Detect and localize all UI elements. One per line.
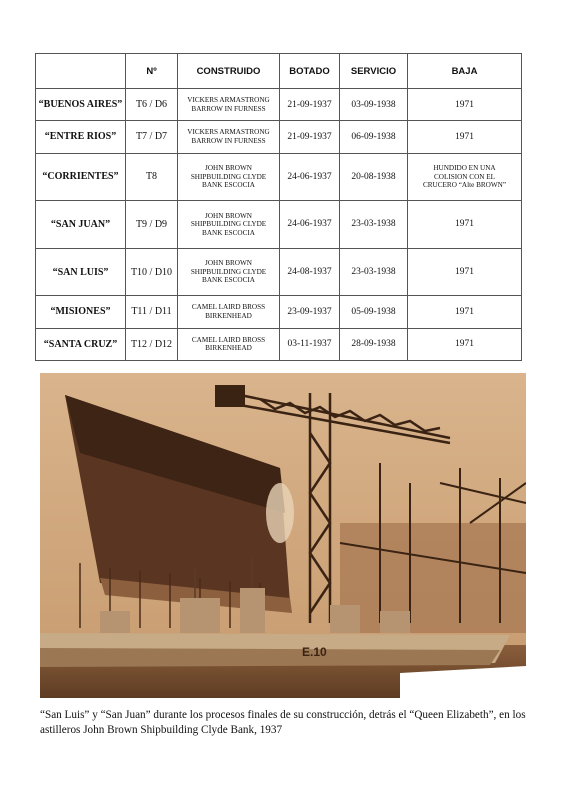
decommission-cell [408, 121, 522, 153]
shipyard-cell-line: BIRKENHEAD [205, 311, 252, 320]
service-date: 23-03-1938 [340, 248, 408, 296]
shipyard-cell-line: BARROW IN FURNESS [191, 104, 266, 113]
ship-number: T9 / D9 [126, 201, 178, 249]
shipyard-cell [178, 201, 280, 249]
table-body [36, 89, 522, 361]
table-row [36, 89, 522, 121]
shipyard-cell-line: BARROW IN FURNESS [191, 136, 266, 145]
ship-number: T12 / D12 [126, 328, 178, 360]
table-row [36, 201, 522, 249]
shipyard-cell-line: JOHN BROWN [205, 211, 252, 220]
header-cell: SERVICIO [340, 54, 408, 89]
service-date: 05-09-1938 [340, 296, 408, 328]
shipyard-cell [178, 248, 280, 296]
shipyard-cell-line: VICKERS ARMASTRONG [187, 128, 270, 137]
shipyard-cell-line: SHIPBUILDING CLYDE [190, 220, 267, 229]
service-date: 06-09-1938 [340, 121, 408, 153]
shipyard-cell-line: BANK ESCOCIA [202, 181, 255, 190]
ship-name: “ENTRE RIOS” [36, 121, 126, 153]
shipyard-cell-line: VICKERS ARMASTRONG [187, 96, 270, 105]
table-row [36, 153, 522, 201]
header-cell: BOTADO [280, 54, 340, 89]
ship-name: “SAN JUAN” [36, 201, 126, 249]
decommission-cell-line: CRUCERO “Alte BROWN” [422, 181, 507, 190]
shipyard-cell [178, 89, 280, 121]
ship-number: T10 / D10 [126, 248, 178, 296]
shipyard-cell [178, 328, 280, 360]
decommission-cell [408, 248, 522, 296]
table-header-row [36, 54, 522, 89]
ship-number: T11 / D11 [126, 296, 178, 328]
decommission-cell [408, 296, 522, 328]
decommission-cell-line: 1971 [455, 131, 474, 142]
ship-number: T6 / D6 [126, 89, 178, 121]
shipyard-cell-line: CAMEL LAIRD BROSS [191, 303, 266, 312]
launch-date: 21-09-1937 [280, 89, 340, 121]
launch-date: 24-06-1937 [280, 153, 340, 201]
shipyard-cell-line: CAMEL LAIRD BROSS [191, 335, 266, 344]
decommission-cell-line: 1971 [455, 339, 474, 350]
ship-name: “MISIONES” [36, 296, 126, 328]
shipyard-cell-line: JOHN BROWN [205, 164, 252, 173]
ship-name: “SAN LUIS” [36, 248, 126, 296]
shipyard-cell-line: JOHN BROWN [205, 259, 252, 268]
service-date: 28-09-1938 [340, 328, 408, 360]
ship-number: T8 [126, 153, 178, 201]
shipyard-cell-line: BANK ESCOCIA [202, 276, 255, 285]
decommission-cell-line: 1971 [455, 267, 474, 278]
ship-number: T7 / D7 [126, 121, 178, 153]
shipyard-cell-line: BANK ESCOCIA [202, 228, 255, 237]
header-cell: CONSTRUIDO [178, 54, 280, 89]
table-row [36, 328, 522, 360]
table-row [36, 248, 522, 296]
header-cell [36, 54, 126, 89]
launch-date: 24-06-1937 [280, 201, 340, 249]
header-cell: Nº [126, 54, 178, 89]
shipyard-cell-line: SHIPBUILDING CLYDE [190, 267, 267, 276]
decommission-cell [408, 153, 522, 201]
launch-date: 23-09-1937 [280, 296, 340, 328]
table-row [36, 121, 522, 153]
ship-name: “CORRIENTES” [36, 153, 126, 201]
decommission-cell-line: HUNDIDO EN UNA [433, 164, 496, 173]
decommission-cell [408, 328, 522, 360]
shipyard-cell [178, 121, 280, 153]
shipyard-cell [178, 296, 280, 328]
shipyard-photo [40, 373, 526, 698]
hull-marking: E.10 [302, 645, 327, 659]
decommission-cell-line: 1971 [455, 306, 474, 317]
launch-date: 21-09-1937 [280, 121, 340, 153]
service-date: 23-03-1938 [340, 201, 408, 249]
decommission-cell [408, 201, 522, 249]
decommission-cell-line: COLISION CON EL [433, 172, 496, 181]
ship-name: “BUENOS AIRES” [36, 89, 126, 121]
ships-table [35, 53, 522, 361]
service-date: 20-08-1938 [340, 153, 408, 201]
decommission-cell-line: 1971 [455, 219, 474, 230]
service-date: 03-09-1938 [340, 89, 408, 121]
photo-caption: “San Luis” y “San Juan” durante los procesos finales de su construcción, detrás el “Queen Elizabeth”, en los astilleros John Brown Shipbuilding Clyde Bank, 1937 [40, 709, 526, 736]
table-row [36, 296, 522, 328]
decommission-cell [408, 89, 522, 121]
shipyard-cell-line: SHIPBUILDING CLYDE [190, 172, 267, 181]
header-cell: BAJA [408, 54, 522, 89]
ship-name: “SANTA CRUZ” [36, 328, 126, 360]
shipyard-cell-line: BIRKENHEAD [205, 344, 252, 353]
launch-date: 24-08-1937 [280, 248, 340, 296]
launch-date: 03-11-1937 [280, 328, 340, 360]
shipyard-cell [178, 153, 280, 201]
decommission-cell-line: 1971 [455, 99, 474, 110]
